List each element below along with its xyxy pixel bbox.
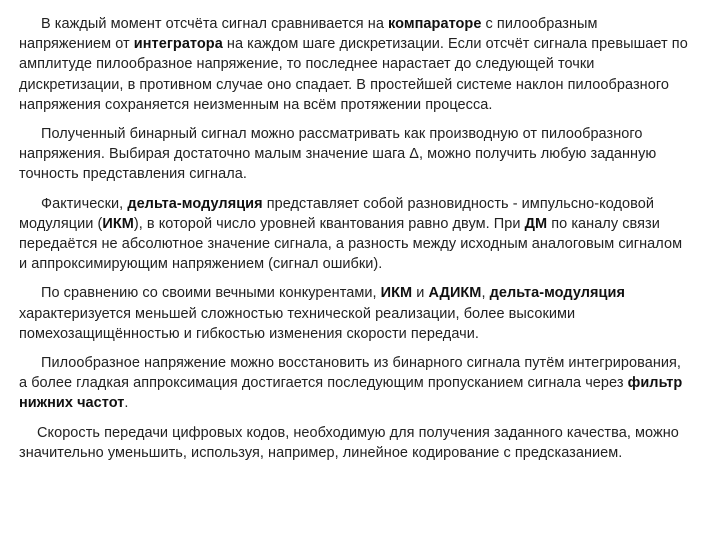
bold-term: дельта-модуляция xyxy=(489,285,625,302)
paragraph-binary-signal xyxy=(19,124,691,185)
bold-term: ИКМ xyxy=(380,285,413,302)
text-run: характеризуется меньшей сложностью технической реализации, более высокими помехозащищённостью и гибкостью изменения скорости передачи. xyxy=(19,305,576,342)
bold-term: дельта-модуляция xyxy=(127,195,263,212)
text-run: . xyxy=(124,395,129,412)
bold-term: фильтр нижних частот xyxy=(19,375,683,412)
paragraph-restoration xyxy=(19,353,691,414)
paragraph-delta-modulation xyxy=(19,194,691,275)
text-run: В каждый момент отсчёта сигнал сравнивается на xyxy=(41,16,389,32)
document-body xyxy=(19,14,691,472)
text-run: представляет собой разновидность - импульсно-кодовой модуляции ( xyxy=(19,195,655,232)
text-run: Скорость передачи цифровых кодов, необходимую для получения заданного качества, можно значительно уменьшить, используя, например, линейное кодирование с предсказанием. xyxy=(19,424,679,461)
text-run: с пилообразным напряжением от xyxy=(19,16,598,53)
bold-term: АДИКМ xyxy=(428,285,482,302)
bold-term: интегратора xyxy=(133,36,223,53)
bold-term: ИКМ xyxy=(102,215,134,232)
text-run: Пилообразное напряжение можно восстановить из бинарного сигнала путём интегрирования, а более гладкая аппроксимация достигается последующим пропусканием сигнала через xyxy=(19,355,682,392)
paragraph-transfer-rate xyxy=(19,423,691,463)
text-run: ), в которой число уровней квантования равно двум. При xyxy=(133,215,525,232)
text-run: на каждом шаге дискретизации. Если отсчёт сигнала превышает по амплитуде пилообразное напряжение, то последнее нарастает до следующей точки дискретизации, в противном случае оно спадает. В простейшей системе наклон пилообразного напряжения сохраняется неизменным на всём протяжении процесса. xyxy=(19,36,688,113)
bold-term: ДМ xyxy=(524,215,548,232)
text-run: Полученный бинарный сигнал можно рассматривать как производную от пилообразного напряжения. Выбирая достаточно малым значение шага Δ, можно получить любую заданную точность представления сигнала. xyxy=(19,126,657,183)
paragraph-comparison xyxy=(19,283,691,344)
text-run: По сравнению со своими вечными конкурентами, xyxy=(41,285,381,302)
text-run: Фактически, xyxy=(41,195,128,212)
paragraph-comparator xyxy=(19,14,691,115)
text-run: по каналу связи передаётся не абсолютное значение сигнала, а разность между исходным аналоговым сигналом и аппроксимирующим напряжением (сигнал ошибки). xyxy=(19,215,683,273)
text-run: и xyxy=(412,285,429,302)
bold-term: компараторе xyxy=(388,16,482,32)
text-run: , xyxy=(481,285,490,302)
